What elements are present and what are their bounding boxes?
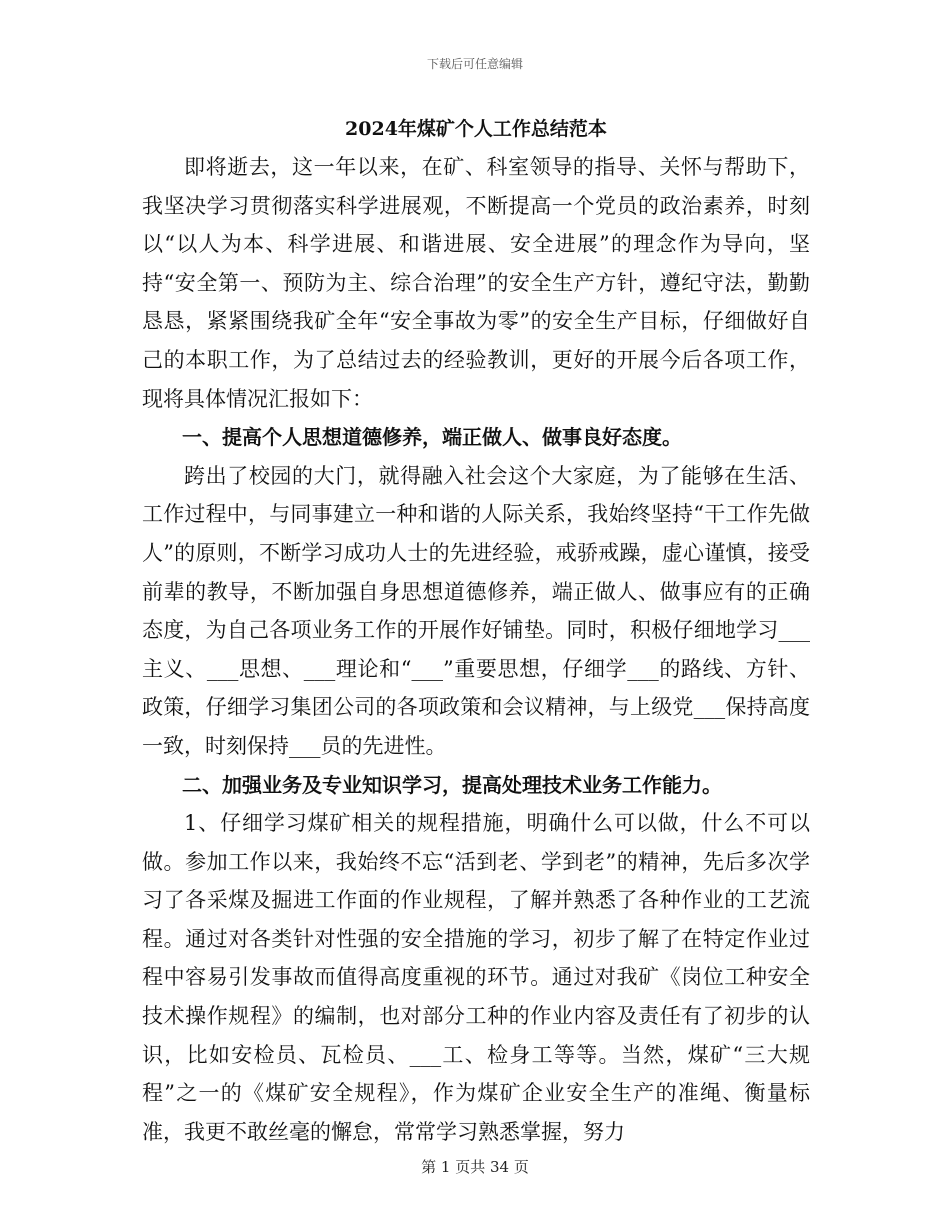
document-title: 2024年煤矿个人工作总结范本 (345, 118, 607, 140)
paragraph-intro: 即将逝去，这一年以来，在矿、科室领导的指导、关怀与帮助下，我坚决学习贯彻落实科学进展观，不断提高一个党员的政治素养，时刻以“以人为本、科学进展、和谐进展、安全进展”的理念作为导向，坚持“安全第一、预防为主、综合治理”的安全生产方针，遵纪守法，勤勤恳恳，紧紧围绕我矿全年“安全事故为零”的安全生产目标，仔细做好自己的本职工作，为了总结过去的经验教训，更好的开展今后各项工作，现将具体情况汇报如下： (142, 155, 810, 411)
header-note: 下载后可任意编辑 (426, 57, 523, 71)
paragraph-section-1: 跨出了校园的大门，就得融入社会这个大家庭，为了能够在生活、工作过程中，与同事建立一种和谐的人际关系，我始终坚持“干工作先做人”的原则，不断学习成功人士的先进经验，戒骄戒躁，虚心谨慎，接受前辈的教导，不断加强自身思想道德修养，端正做人、做事应有的正确态度，为自己各项业务工作的开展作好铺垫。同时，积极仔细地学习___主义、___思想、___理论和“___”重要思想，仔细学___的路线、方针、政策，仔细学习集团公司的各项政策和会议精神，与上级党___保持高度一致，时刻保持___员的先进性。 (142, 463, 810, 758)
document-body (142, 112, 810, 1151)
section-heading-2: 二、加强业务及专业知识学习，提高处理技术业务工作能力。 (182, 772, 722, 797)
paragraph-section-2: 1、仔细学习煤矿相关的规程措施，明确什么可以做，什么不可以做。参加工作以来，我始终不忘“活到老、学到老”的精神，先后多次学习了各采煤及掘进工作面的作业规程，了解并熟悉了各种作业的工艺流程。通过对各类针对性强的安全措施的学习，初步了解了在特定作业过程中容易引发事故而值得高度重视的环节。通过对我矿《岗位工种安全技术操作规程》的编制，也对部分工种的作业内容及责任有了初步的认识，比如安检员、瓦检员、___工、检身工等等。当然，煤矿“三大规程”之一的《煤矿安全规程》，作为煤矿企业安全生产的准绳、衡量标准，我更不敢丝毫的懈怠，常常学习熟悉掌握，努力 (142, 811, 810, 1144)
section-heading-1: 一、提高个人思想道德修养，端正做人、做事良好态度。 (182, 425, 682, 450)
page-footer: 第 1 页共 34 页 (421, 1158, 529, 1176)
